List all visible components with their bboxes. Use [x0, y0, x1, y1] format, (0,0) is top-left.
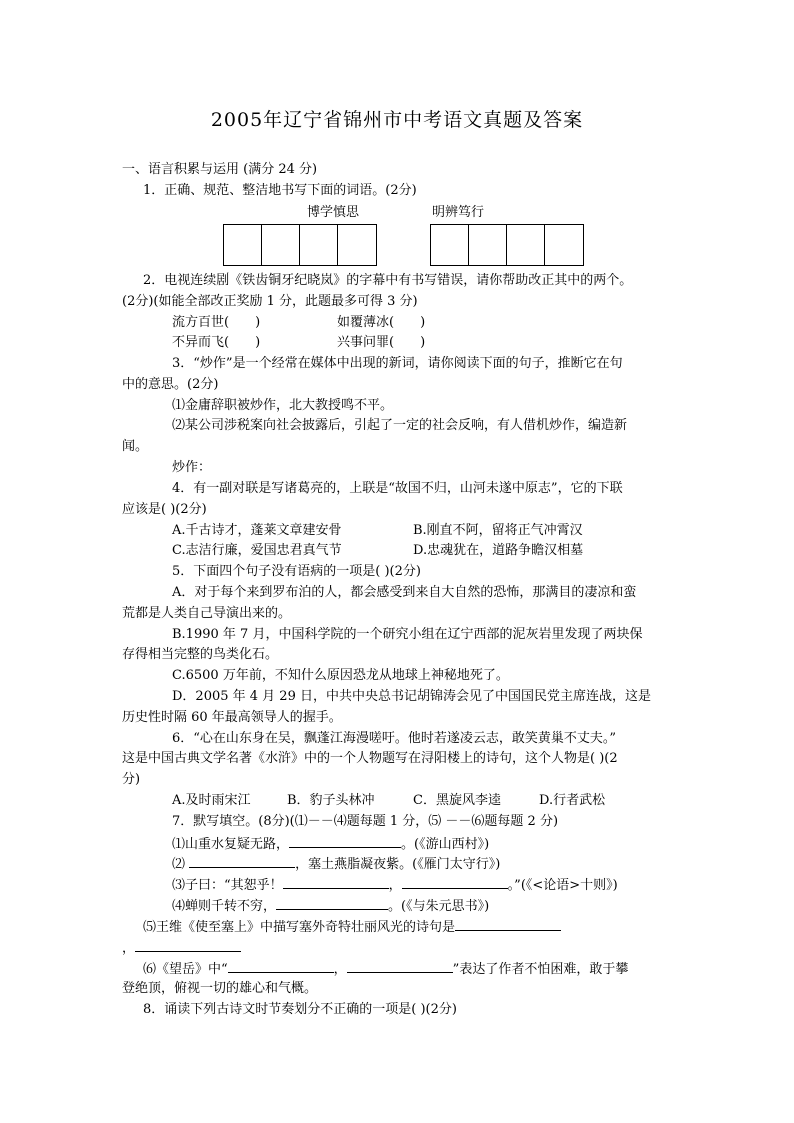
grid-cell[interactable] — [507, 225, 545, 265]
writing-grid-2[interactable] — [430, 224, 584, 266]
question-2-stem: 2．电视连续剧《铁齿铜牙纪晓岚》的字幕中有书写错误，请你帮助改正其中的两个。 — [143, 273, 633, 288]
fill-line-1 — [172, 835, 489, 853]
fill-text: 。(《与朱元思书》) — [388, 899, 490, 914]
section-heading: 一、语言积累与运用 (满分 24 分) — [122, 162, 318, 177]
sentence-1: ⑴金庸辞职被炒作，北大教授鸣不平。 — [172, 398, 394, 413]
document-title: 2005年辽宁省锦州市中考语文真题及答案 — [210, 109, 584, 131]
question-6-stem-cont: 分) — [122, 772, 141, 787]
fill-text: ⑴山重水复疑无路， — [172, 837, 290, 852]
grid-cell[interactable] — [545, 225, 583, 265]
option-b: B.1990 年 7 月，中国科学院的一个研究小组在辽宁西部的泥灰岩里发现了两块保 — [172, 627, 643, 642]
answer-blank[interactable] — [228, 960, 334, 973]
fill-line-3 — [172, 876, 618, 894]
fill-text: 。(《游山西村》) — [401, 837, 490, 852]
grid-cell[interactable] — [300, 225, 338, 265]
answer-blank[interactable] — [283, 876, 389, 889]
answer-blank[interactable] — [455, 918, 561, 931]
question-4-stem-cont: 应该是( )(2分) — [122, 502, 207, 517]
correction-item: 不异而飞( ) — [172, 335, 261, 350]
grid-cell[interactable] — [262, 225, 300, 265]
option-c: C．黑旋风李逵 — [413, 793, 501, 808]
question-3-stem-cont: 中的意思。(2分) — [122, 377, 219, 392]
answer-blank[interactable] — [402, 876, 508, 889]
fill-text: ， — [388, 878, 402, 893]
option-b: B.刚直不阿，留将正气冲霄汉 — [413, 523, 583, 538]
option-d: D.忠魂犹在，道路争瞻汉相墓 — [413, 543, 584, 558]
sentence-2-cont: 闻。 — [122, 439, 149, 454]
answer-label: 炒作： — [172, 460, 212, 475]
option-a: A.千古诗才，蓬莱文章建安骨 — [172, 523, 342, 538]
answer-blank[interactable] — [289, 835, 401, 848]
option-b-cont: 存得相当完整的鸟类化石。 — [122, 647, 279, 662]
correction-item: 兴事问罪( ) — [337, 335, 426, 350]
question-6-stem-cont: 这是中国古典文学名著《水浒》中的一个人物题写在浔阳楼上的诗句，这个人物是( )(2 — [122, 751, 618, 766]
fill-line-2 — [172, 855, 500, 873]
fill-text: ”表达了作者不怕困难，敢于攀 — [452, 962, 629, 977]
copy-word-1: 博学慎思 — [307, 205, 360, 220]
question-6-stem: 6．“心在山东身在吴，飘蓬江海漫嗟吁。他时若遂凌云志，敢笑黄巢不丈夫。” — [172, 731, 617, 746]
question-4-stem: 4．有一副对联是写诸葛亮的，上联是“故国不归，山河未遂中原志”，它的下联 — [172, 481, 623, 496]
correction-item: 如覆薄冰( ) — [337, 315, 426, 330]
option-d-cont: 历史性时隔 60 年最高领导人的握手。 — [122, 710, 342, 725]
answer-blank[interactable] — [189, 855, 295, 868]
question-1-stem: 1．正确、规范、整洁地书写下面的词语。(2分) — [143, 183, 417, 198]
fill-text: ⑸王维《使至塞上》中描写塞外奇特壮丽风光的诗句是 — [143, 920, 456, 935]
answer-blank[interactable] — [276, 897, 388, 910]
option-c: C.6500 万年前，不知什么原因恐龙从地球上神秘地死了。 — [172, 668, 509, 683]
fill-text: ⑶子曰：“其恕乎！ — [172, 878, 283, 893]
fill-text: ⑹《望岳》中“ — [143, 962, 228, 977]
fill-text: ⑵ — [172, 857, 186, 872]
writing-grid-1[interactable] — [223, 224, 377, 266]
grid-cell[interactable] — [469, 225, 507, 265]
fill-line-6-cont: 登绝顶，俯视一切的雄心和气概。 — [122, 981, 318, 996]
answer-blank[interactable] — [135, 939, 241, 952]
question-7-stem: 7．默写填空。(8分)(⑴－－⑷题每题 1 分，⑸ －－⑹题每题 2 分) — [172, 814, 559, 829]
copy-word-2: 明辨笃行 — [432, 205, 485, 220]
option-c: C.志洁行廉，爱国忠君真气节 — [172, 543, 342, 558]
option-b: B．豹子头林冲 — [287, 793, 375, 808]
grid-cell[interactable] — [224, 225, 262, 265]
grid-cell[interactable] — [431, 225, 469, 265]
fill-line-5 — [143, 918, 561, 936]
fill-line-4 — [172, 897, 489, 915]
correction-item: 流方百世( ) — [172, 315, 261, 330]
fill-text: ⑷蝉则千转不穷， — [172, 899, 277, 914]
fill-line-5-cont — [122, 939, 241, 957]
question-5-stem: 5．下面四个句子没有语病的一项是( )(2分) — [172, 564, 421, 579]
option-a-cont: 荒都是人类自己导演出来的。 — [122, 606, 292, 621]
sentence-2: ⑵某公司涉税案向社会披露后，引起了一定的社会反响，有人借机炒作，编造新 — [172, 418, 628, 433]
fill-text: 。”(《<论语>十则》) — [507, 878, 618, 893]
option-d: D.行者武松 — [539, 793, 606, 808]
question-3-stem: 3．“炒作”是一个经常在媒体中出现的新词，请你阅读下面的句子，推断它在句 — [172, 356, 623, 371]
fill-text: ， — [122, 941, 136, 956]
fill-text: ， — [333, 962, 347, 977]
grid-cell[interactable] — [338, 225, 376, 265]
question-8-stem: 8．诵读下列古诗文时节奏划分不正确的一项是( )(2分) — [143, 1002, 457, 1017]
question-2-stem-cont: (2分)(如能全部改正奖励 1 分，此题最多可得 3 分) — [122, 294, 418, 309]
option-a: A.及时雨宋江 — [172, 793, 251, 808]
option-d: D．2005 年 4 月 29 日，中共中央总书记胡锦涛会见了中国国民党主席连战，这是 — [172, 689, 651, 704]
fill-line-6 — [143, 960, 628, 978]
fill-text: ，塞土燕脂凝夜紫。(《雁门太守行》) — [295, 857, 501, 872]
option-a: A．对于每个来到罗布泊的人，都会感受到来自大自然的恐怖，那满目的凄凉和蛮 — [172, 585, 637, 600]
answer-blank[interactable] — [347, 960, 453, 973]
